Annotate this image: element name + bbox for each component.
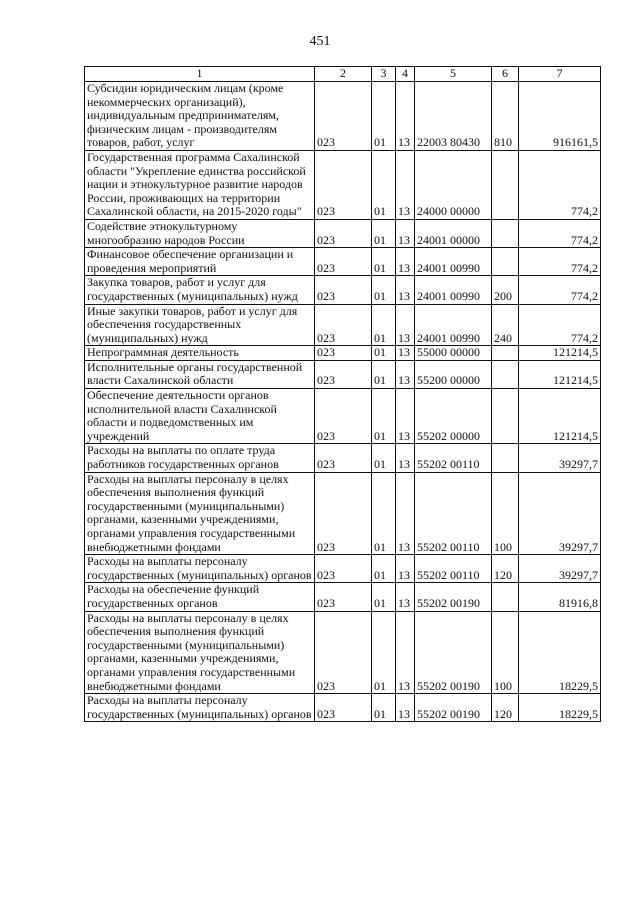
cell-target-article: 22003 80430: [415, 82, 492, 151]
header-cell-target-article: 5: [415, 67, 492, 82]
cell-name: Исполнительные органы государственной власти Сахалинской области: [85, 360, 315, 388]
table-row: [85, 583, 601, 611]
cell-target-article: 55202 00190: [415, 694, 492, 722]
cell-amount: 916161,5: [519, 82, 601, 151]
cell-section: 01: [372, 346, 396, 361]
table-row: [85, 472, 601, 555]
cell-amount: 774,2: [519, 304, 601, 346]
cell-section: 01: [372, 472, 396, 555]
cell-ministry: 023: [315, 219, 372, 247]
table-row: [85, 276, 601, 304]
cell-subsection: 13: [396, 150, 415, 219]
cell-section: 01: [372, 304, 396, 346]
cell-name: Расходы на выплаты персоналу в целях обеспечения выполнения функций государственными (муниципальными) органами, казенными учреждениями, органами управления государственными внебюджетными фондами: [85, 472, 315, 555]
cell-section: 01: [372, 444, 396, 472]
header-cell-subsection: 4: [396, 67, 415, 82]
cell-name: Расходы на выплаты персоналу государственных (муниципальных) органов: [85, 694, 315, 722]
cell-subsection: 13: [396, 389, 415, 444]
cell-section: 01: [372, 219, 396, 247]
header-cell-section: 3: [372, 67, 396, 82]
cell-ministry: 023: [315, 360, 372, 388]
cell-amount: 121214,5: [519, 389, 601, 444]
budget-table: [84, 66, 601, 722]
cell-subsection: 13: [396, 444, 415, 472]
cell-subsection: 13: [396, 583, 415, 611]
cell-ministry: 023: [315, 304, 372, 346]
cell-target-article: 55202 00190: [415, 583, 492, 611]
cell-subsection: 13: [396, 82, 415, 151]
cell-name: Финансовое обеспечение организации и проведения мероприятий: [85, 248, 315, 276]
cell-name: Иные закупки товаров, работ и услуг для обеспечения государственных (муниципальных) нужд: [85, 304, 315, 346]
cell-ministry: 023: [315, 611, 372, 694]
cell-expense-type: 810: [492, 82, 519, 151]
cell-subsection: 13: [396, 248, 415, 276]
cell-ministry: 023: [315, 389, 372, 444]
cell-subsection: 13: [396, 360, 415, 388]
cell-ministry: 023: [315, 150, 372, 219]
cell-expense-type: 100: [492, 472, 519, 555]
cell-expense-type: [492, 219, 519, 247]
cell-expense-type: 120: [492, 694, 519, 722]
cell-subsection: 13: [396, 555, 415, 583]
page-number: 451: [309, 34, 331, 49]
cell-expense-type: [492, 583, 519, 611]
cell-amount: 81916,8: [519, 583, 601, 611]
table-row: [85, 555, 601, 583]
cell-section: 01: [372, 694, 396, 722]
cell-name: Расходы на выплаты персоналу в целях обеспечения выполнения функций государственными (муниципальными) органами, казенными учреждениями, органами управления государственными внебюджетными фондами: [85, 611, 315, 694]
cell-expense-type: [492, 360, 519, 388]
cell-section: 01: [372, 276, 396, 304]
cell-ministry: 023: [315, 276, 372, 304]
cell-ministry: 023: [315, 248, 372, 276]
cell-ministry: 023: [315, 555, 372, 583]
header-cell-ministry: 2: [315, 67, 372, 82]
cell-name: Расходы на выплаты персоналу государственных (муниципальных) органов: [85, 555, 315, 583]
cell-section: 01: [372, 248, 396, 276]
cell-subsection: 13: [396, 276, 415, 304]
cell-target-article: 55000 00000: [415, 346, 492, 361]
cell-ministry: 023: [315, 346, 372, 361]
cell-section: 01: [372, 611, 396, 694]
cell-ministry: 023: [315, 82, 372, 151]
cell-name: Закупка товаров, работ и услуг для государственных (муниципальных) нужд: [85, 276, 315, 304]
cell-expense-type: [492, 444, 519, 472]
cell-section: 01: [372, 82, 396, 151]
cell-name: Государственная программа Сахалинской области "Укрепление единства российской нации и этнокультурное развитие народов России, проживающих на территории Сахалинской области, на 2015-2020 годы": [85, 150, 315, 219]
table-row: [85, 150, 601, 219]
header-cell-amount: 7: [519, 67, 601, 82]
cell-amount: 774,2: [519, 150, 601, 219]
table-row: [85, 694, 601, 722]
table-row: [85, 360, 601, 388]
cell-amount: 121214,5: [519, 346, 601, 361]
cell-subsection: 13: [396, 611, 415, 694]
cell-ministry: 023: [315, 583, 372, 611]
table-header-row: [85, 67, 601, 82]
cell-amount: 774,2: [519, 276, 601, 304]
cell-amount: 39297,7: [519, 444, 601, 472]
table-row: [85, 389, 601, 444]
table-row: [85, 248, 601, 276]
cell-subsection: 13: [396, 694, 415, 722]
cell-section: 01: [372, 150, 396, 219]
cell-subsection: 13: [396, 472, 415, 555]
cell-target-article: 55202 00110: [415, 555, 492, 583]
cell-section: 01: [372, 555, 396, 583]
cell-amount: 18229,5: [519, 611, 601, 694]
table-row: [85, 444, 601, 472]
cell-amount: 121214,5: [519, 360, 601, 388]
cell-amount: 774,2: [519, 248, 601, 276]
cell-amount: 39297,7: [519, 555, 601, 583]
table-row: [85, 346, 601, 361]
table-row: [85, 219, 601, 247]
cell-expense-type: [492, 248, 519, 276]
cell-subsection: 13: [396, 219, 415, 247]
cell-expense-type: 120: [492, 555, 519, 583]
cell-name: Содействие этнокультурному многообразию народов России: [85, 219, 315, 247]
cell-expense-type: 200: [492, 276, 519, 304]
cell-section: 01: [372, 389, 396, 444]
cell-expense-type: [492, 346, 519, 361]
header-cell-name: 1: [85, 67, 315, 82]
table-row: [85, 611, 601, 694]
cell-target-article: 55202 00190: [415, 611, 492, 694]
cell-expense-type: [492, 389, 519, 444]
cell-section: 01: [372, 360, 396, 388]
cell-amount: 18229,5: [519, 694, 601, 722]
cell-target-article: 55202 00110: [415, 444, 492, 472]
cell-target-article: 24001 00990: [415, 276, 492, 304]
cell-subsection: 13: [396, 346, 415, 361]
cell-name: Расходы на обеспечение функций государственных органов: [85, 583, 315, 611]
cell-name: Расходы на выплаты по оплате труда работников государственных органов: [85, 444, 315, 472]
header-cell-expense-type: 6: [492, 67, 519, 82]
cell-ministry: 023: [315, 444, 372, 472]
cell-expense-type: [492, 150, 519, 219]
cell-target-article: 55200 00000: [415, 360, 492, 388]
cell-target-article: 24001 00990: [415, 304, 492, 346]
table-row: [85, 304, 601, 346]
cell-target-article: 24001 00000: [415, 219, 492, 247]
cell-name: Обеспечение деятельности органов исполнительной власти Сахалинской области и подведомственных им учреждений: [85, 389, 315, 444]
cell-expense-type: 100: [492, 611, 519, 694]
cell-name: Непрограммная деятельность: [85, 346, 315, 361]
cell-name: Субсидии юридическим лицам (кроме некоммерческих организаций), индивидуальным предпринимателям, физическим лицам - производителям товаров, работ, услуг: [85, 82, 315, 151]
cell-amount: 39297,7: [519, 472, 601, 555]
cell-target-article: 55202 00110: [415, 472, 492, 555]
cell-expense-type: 240: [492, 304, 519, 346]
cell-target-article: 24000 00000: [415, 150, 492, 219]
cell-subsection: 13: [396, 304, 415, 346]
cell-ministry: 023: [315, 472, 372, 555]
cell-target-article: 24001 00990: [415, 248, 492, 276]
cell-amount: 774,2: [519, 219, 601, 247]
cell-target-article: 55202 00000: [415, 389, 492, 444]
table-row: [85, 82, 601, 151]
cell-section: 01: [372, 583, 396, 611]
cell-ministry: 023: [315, 694, 372, 722]
